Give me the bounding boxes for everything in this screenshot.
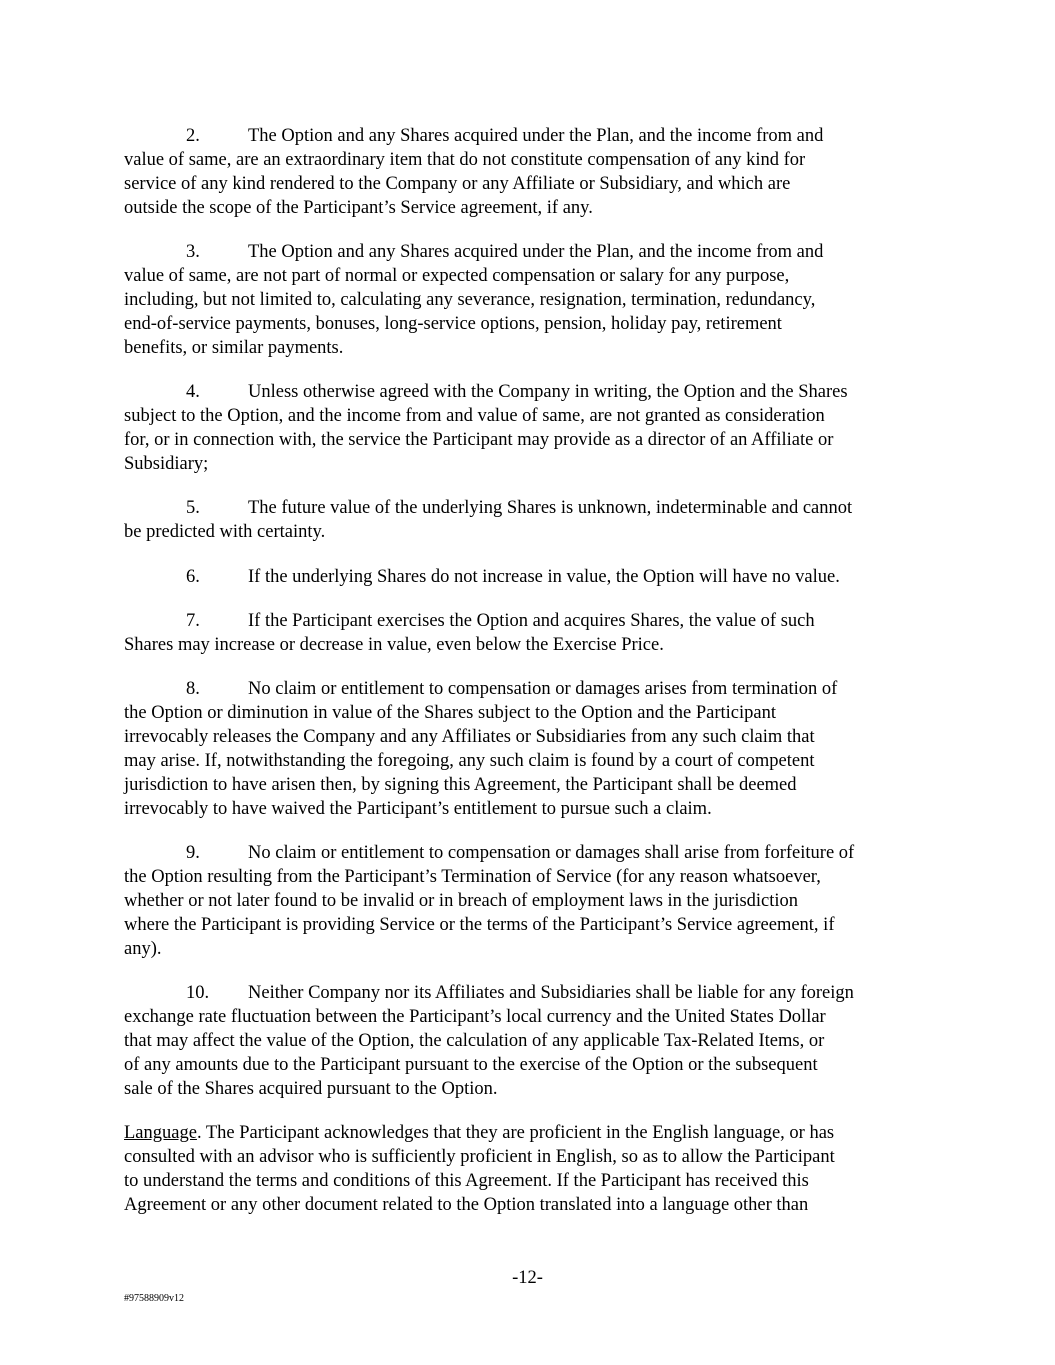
item-number: 10.: [186, 983, 210, 1004]
item-number: 9.: [186, 843, 200, 864]
item-text: If the Participant exercises the Option and acquires Shares, the value of such Shares may increase or decrease in value, even below the Exercise Price.: [124, 611, 815, 655]
language-heading: Language: [124, 1123, 197, 1144]
item-number: 3.: [186, 242, 200, 263]
item-text: If the underlying Shares do not increase in value, the Option will have no value.: [248, 566, 840, 587]
language-paragraph: [124, 1122, 932, 1218]
document-id: #97588909v12: [124, 1293, 184, 1304]
item-text: No claim or entitlement to compensation or damages arises from termination of the Option or diminution in value of the Shares subject to the Option and the Participant irrevocably releases the Company and any Affiliates or Subsidiaries from any such claim that may arise. If, notwithstanding the foregoing, any such claim is found by a court of competent jurisdiction to have arisen then, by signing this Agreement, the Participant shall be deemed irrevocably to have waived the Participant’s entitlement to pursue such a claim.: [124, 679, 838, 819]
item-number: 4.: [186, 382, 200, 403]
list-item: [124, 842, 932, 962]
item-text: Unless otherwise agreed with the Company in writing, the Option and the Shares subject to the Option, and the income from and value of same, are not granted as consideration for, or in connection with, the service the Participant may provide as a director of an Affiliate or Subsidiary;: [124, 382, 848, 474]
list-item: [124, 381, 932, 477]
item-number: 7.: [186, 611, 200, 631]
language-text: . The Participant acknowledges that they are proficient in the English language, or has consulted with an advisor who is sufficiently proficient in English, so as to allow the Participant to understand the terms and conditions of this Agreement. If the Participant has received this Agreement or any other document related to the Option translated into a language other than: [124, 1123, 835, 1216]
item-text: Neither Company nor its Affiliates and Subsidiaries shall be liable for any foreign exchange rate fluctuation between the Participant’s local currency and the United States Dollar that may affect the value of the Option, the calculation of any applicable Tax-Related Items, or of any amounts due to the Participant pursuant to the exercise of the Option or the subsequent sale of the Shares acquired pursuant to the Option.: [124, 983, 854, 1099]
list-item: [124, 678, 932, 821]
list-item: [124, 125, 932, 221]
item-text: The Option and any Shares acquired under the Plan, and the income from and value of same, are an extraordinary item that do not constitute compensation of any kind for service of any kind rendered to the Company or any Affiliate or Subsidiary, and which are outside the scope of the Participant’s Service agreement, if any.: [124, 126, 824, 218]
list-item: [124, 566, 932, 590]
item-text: The future value of the underlying Shares is unknown, indeterminable and cannot be predicted with certainty.: [124, 498, 853, 543]
item-text: No claim or entitlement to compensation or damages shall arise from forfeiture of the Option resulting from the Participant’s Termination of Service (for any reason whatsoever, whether or not later found to be invalid or in breach of employment laws in the jurisdiction where the Participant is providing Service or the terms of the Participant’s Service agreement, if any).: [124, 843, 855, 959]
list-item: [124, 610, 932, 658]
page-number: -12-: [512, 1268, 543, 1288]
item-number: 5.: [186, 498, 200, 519]
item-number: 2.: [186, 126, 200, 146]
item-text: The Option and any Shares acquired under the Plan, and the income from and value of same, are not part of normal or expected compensation or salary for any purpose, including, but not limited to, calculating any severance, resignation, termination, redundancy, end-of-service payments, bonuses, long-service options, pension, holiday pay, retirement benefits, or similar payments.: [124, 242, 824, 358]
item-number: 8.: [186, 679, 200, 700]
list-item: [124, 497, 932, 545]
item-number: 6.: [186, 566, 200, 587]
list-item: [124, 982, 932, 1102]
document-body: [124, 125, 932, 1238]
list-item: [124, 241, 932, 361]
